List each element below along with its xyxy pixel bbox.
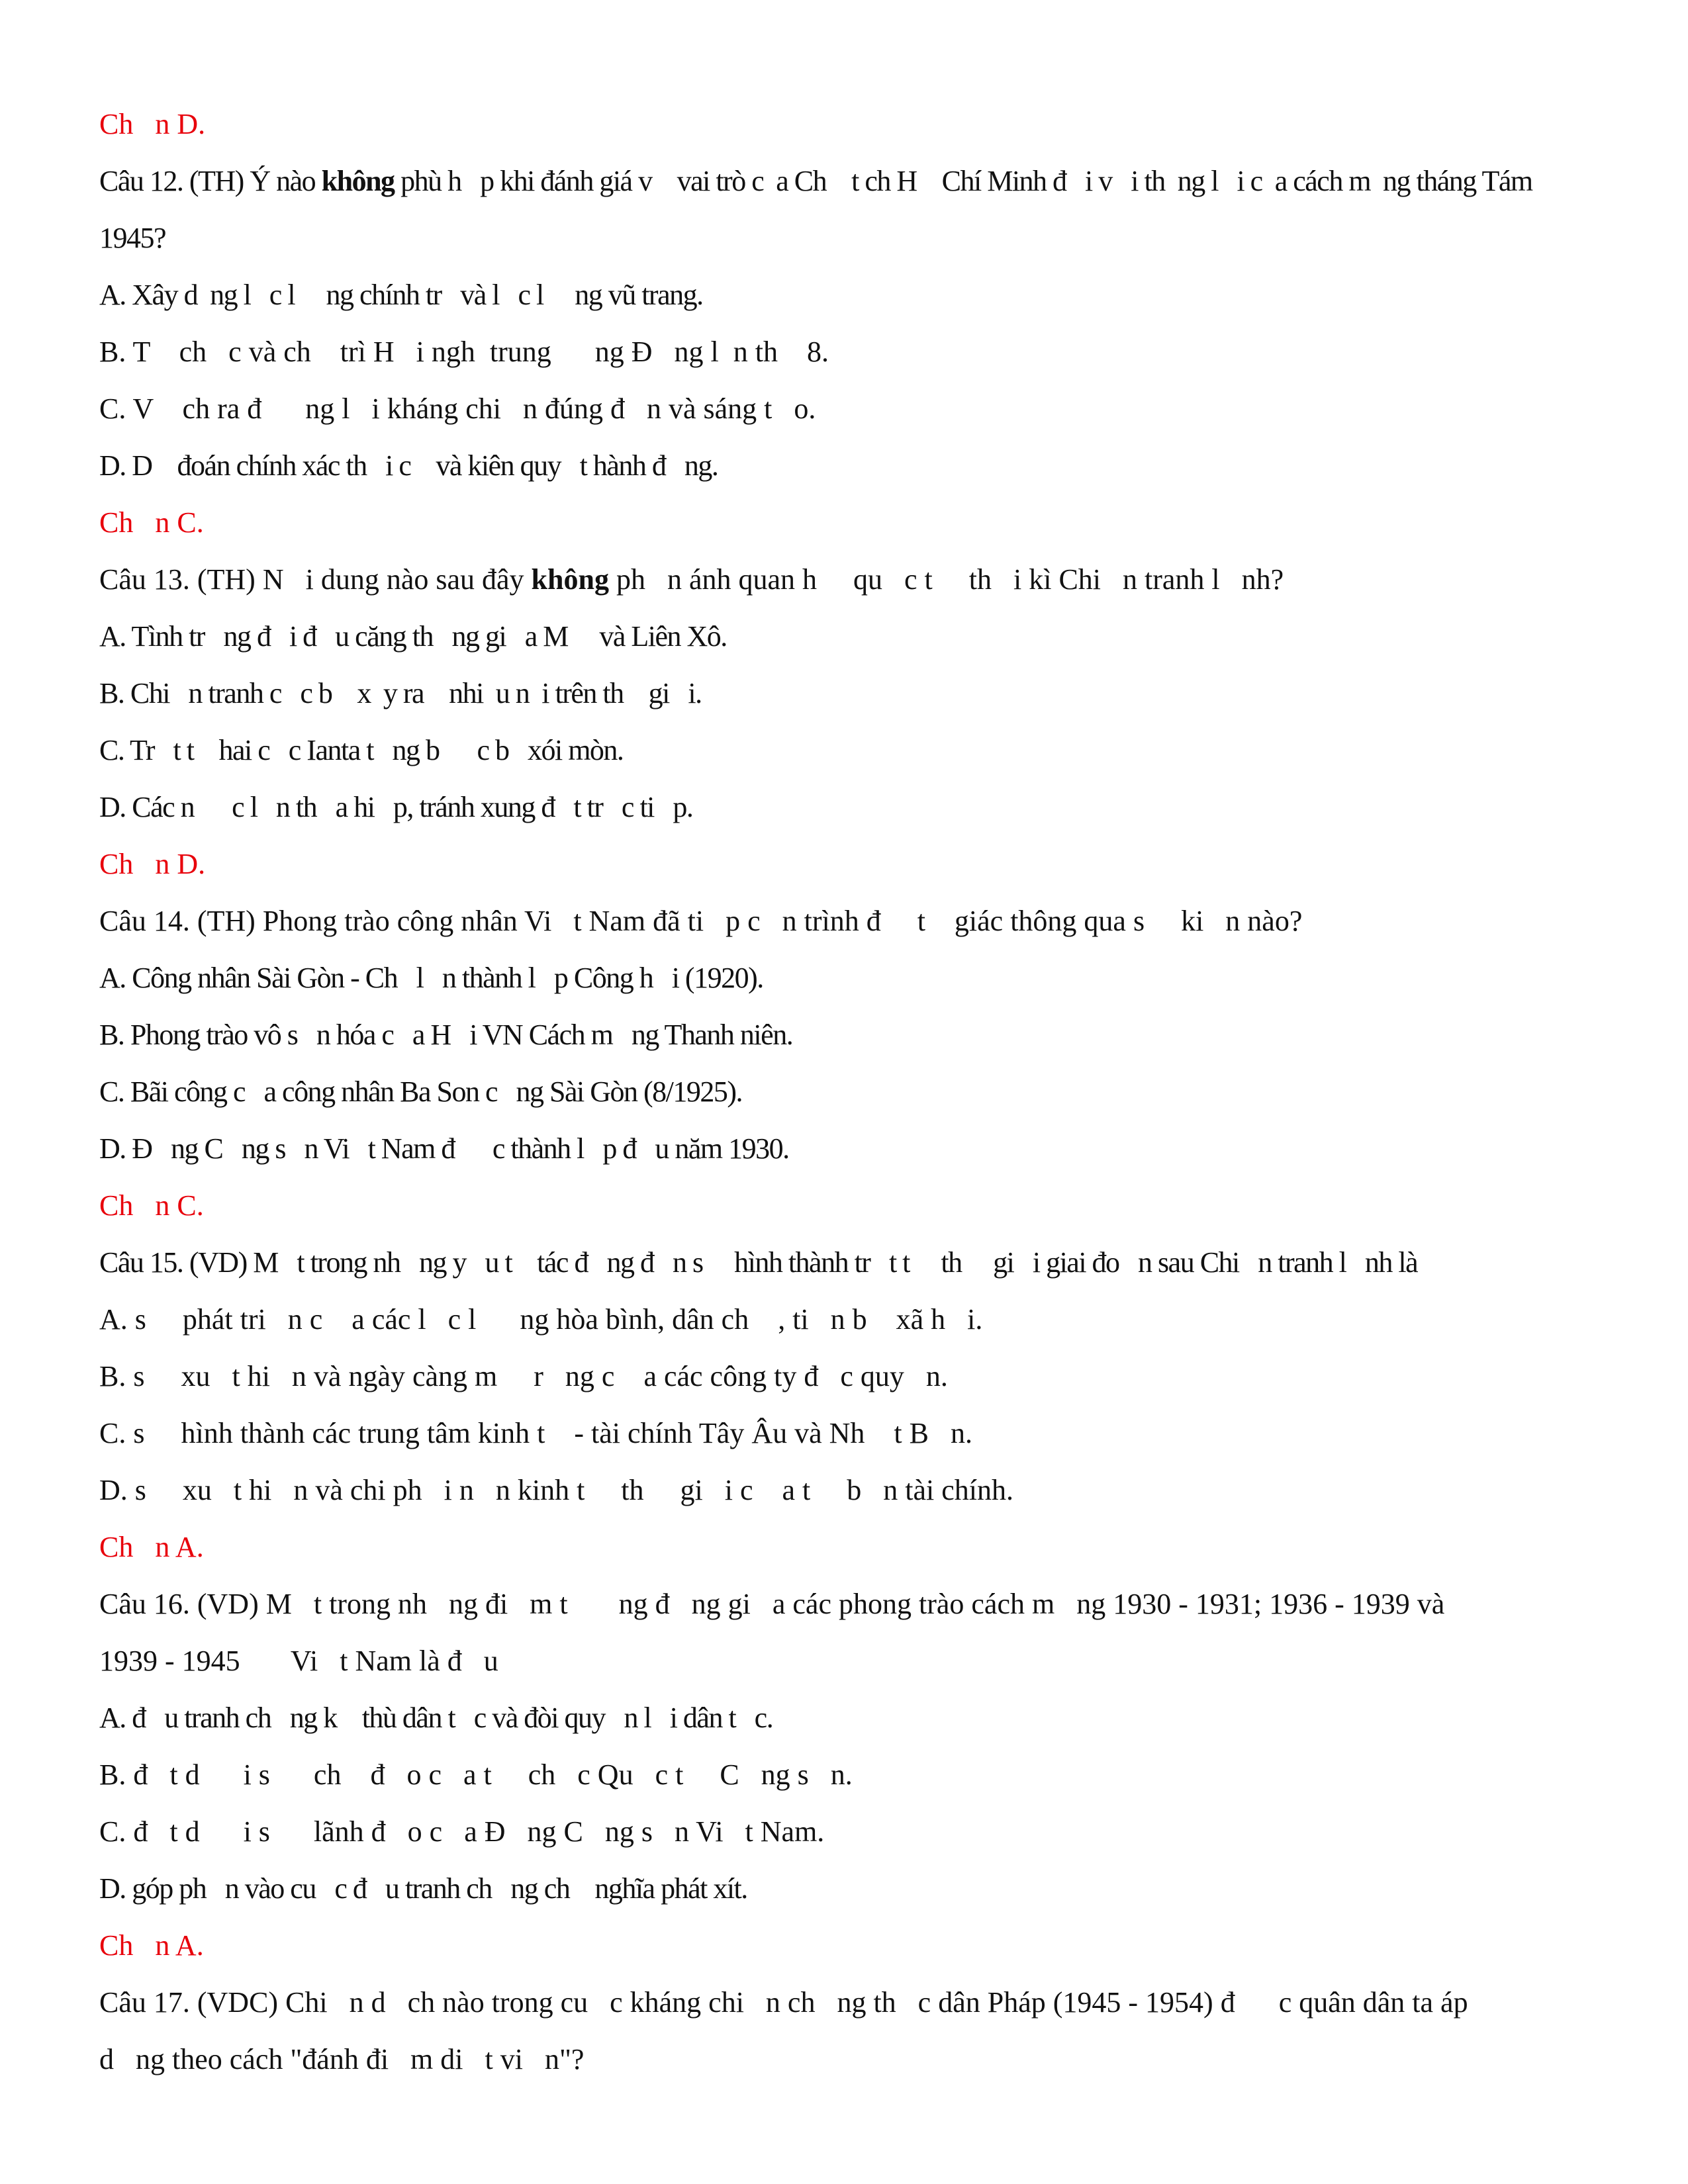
question-stem-emphasis: không — [321, 165, 395, 197]
option-c: C. Bãi công c a công nhân Ba Son c ng Sài Gòn (8/1925). — [99, 1075, 743, 1108]
question-16-stem: Câu 16. (VD) M t trong nh ng đi m t ng đ ng gi a các phong trào cách m ng 1930 - 1931; 1936 - 1939 và — [99, 1588, 1445, 1620]
option-c: C. Tr t t hai c c Ianta t ng b c b xói mòn. — [99, 734, 624, 766]
option-c: C. đ t d i s lãnh đ o c a Đ ng C ng s n Vi t Nam. — [99, 1815, 825, 1848]
option-c: C. V ch ra đ ng l i kháng chi n đúng đ n và sáng t o. — [99, 392, 816, 425]
answer-line: Ch n A. — [99, 1929, 204, 1962]
option-a: A. Công nhân Sài Gòn - Ch l n thành l p Công h i (1920). — [99, 962, 763, 994]
question-stem-text: phù h p khi đánh giá v vai trò c a Ch t ch H Chí Minh đ i v i th ng l i c a cách m ng tháng Tám — [394, 165, 1532, 197]
answer-line: Ch n A. — [99, 1531, 204, 1563]
question-stem-text: ph n ánh quan h qu c t th i kì Chi n tranh l nh? — [608, 563, 1284, 596]
question-14-stem: Câu 14. (TH) Phong trào công nhân Vi t Nam đã ti p c n trình đ t giác thông qua s ki n nào? — [99, 905, 1303, 937]
document-page — [99, 96, 1589, 2088]
option-d: D. góp ph n vào cu c đ u tranh ch ng ch nghĩa phát xít. — [99, 1872, 747, 1905]
answer-line: Ch n D. — [99, 108, 206, 140]
option-a: A. Tình tr ng đ i đ u căng th ng gi a M và Liên Xô. — [99, 620, 727, 653]
question-17-stem: Câu 17. (VDC) Chi n d ch nào trong cu c kháng chi n ch ng th c dân Pháp (1945 - 1954) đ c quân dân ta áp — [99, 1986, 1468, 2019]
question-stem-emphasis: không — [531, 563, 609, 596]
question-15-stem: Câu 15. (VD) M t trong nh ng y u t tác đ ng đ n s hình thành tr t t th gi i giai đo n sau Chi n tranh l nh là — [99, 1246, 1418, 1279]
option-b: B. Chi n tranh c c b x y ra nhi u n i trên th gi i. — [99, 677, 702, 709]
option-c: C. s hình thành các trung tâm kinh t - tài chính Tây Âu và Nh t B n. — [99, 1417, 972, 1449]
option-b: B. s xu t hi n và ngày càng m r ng c a các công ty đ c quy n. — [99, 1360, 948, 1392]
question-17-stem-continued: d ng theo cách "đánh đi m di t vi n"? — [99, 2043, 585, 2075]
answer-line: Ch n C. — [99, 1189, 204, 1222]
question-12-stem — [99, 153, 1589, 210]
option-b: B. Phong trào vô s n hóa c a H i VN Cách m ng Thanh niên. — [99, 1019, 793, 1051]
answer-line: Ch n D. — [99, 848, 206, 880]
option-b: B. T ch c và ch trì H i ngh trung ng Đ ng l n th 8. — [99, 336, 829, 368]
option-d: D. D đoán chính xác th i c và kiên quy t hành đ ng. — [99, 449, 718, 482]
question-stem-text: Câu 12. (TH) Ý nào — [99, 165, 322, 197]
question-12-stem-continued: 1945? — [99, 222, 166, 254]
option-a: A. đ u tranh ch ng k thù dân t c và đòi quy n l i dân t c. — [99, 1702, 773, 1734]
question-13-stem — [99, 551, 1589, 608]
option-a: A. s phát tri n c a các l c l ng hòa bình, dân ch , ti n b xã h i. — [99, 1303, 983, 1336]
question-16-stem-continued: 1939 - 1945 Vi t Nam là đ u — [99, 1645, 498, 1677]
option-d: D. Đ ng C ng s n Vi t Nam đ c thành l p đ u năm 1930. — [99, 1132, 789, 1165]
option-a: A. Xây d ng l c l ng chính tr và l c l ng vũ trang. — [99, 279, 703, 311]
option-d: D. Các n c l n th a hi p, tránh xung đ t tr c ti p. — [99, 791, 693, 823]
question-stem-text: Câu 13. (TH) N i dung nào sau đây — [99, 563, 532, 596]
answer-line: Ch n C. — [99, 506, 204, 539]
option-b: B. đ t d i s ch đ o c a t ch c Qu c t C ng s n. — [99, 1758, 853, 1791]
option-d: D. s xu t hi n và chi ph i n n kinh t th gi i c a t b n tài chính. — [99, 1474, 1013, 1506]
